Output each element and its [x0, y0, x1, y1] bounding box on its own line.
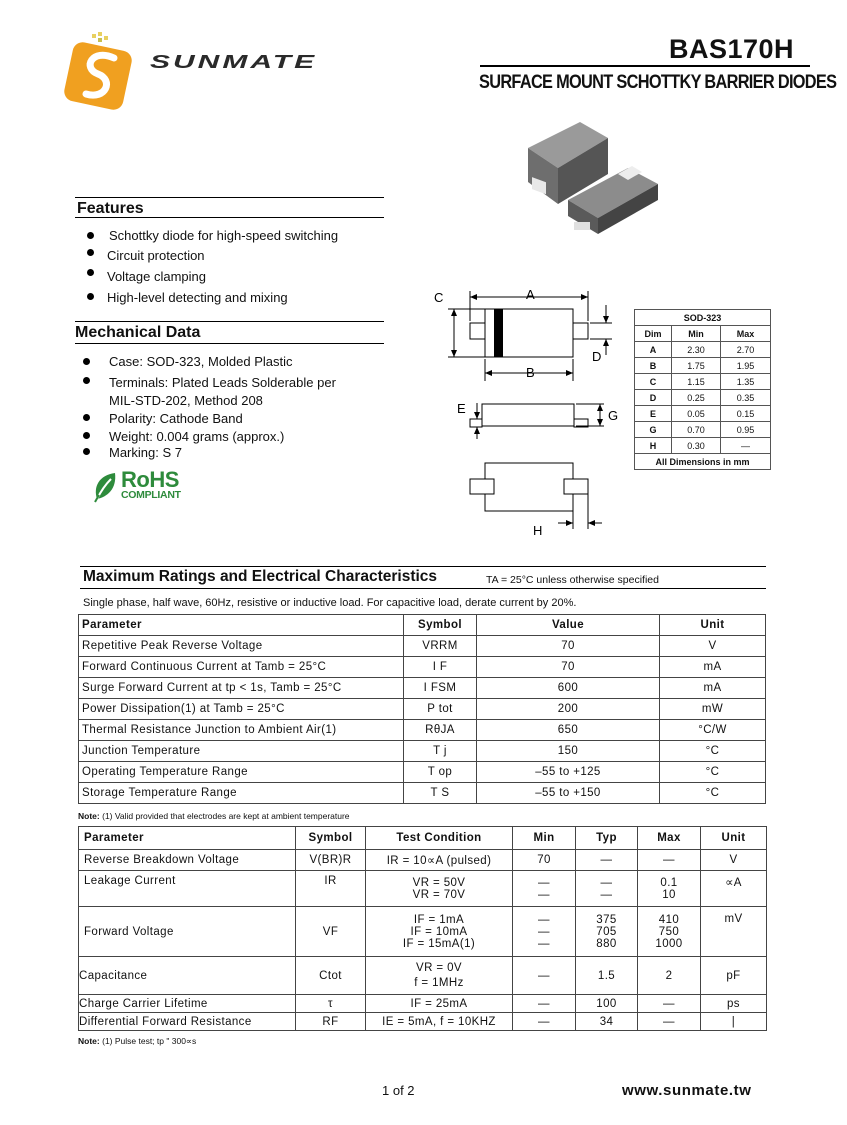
dim-header: Max	[721, 326, 771, 342]
subtitle: SURFACE MOUNT SCHOTTKY BARRIER DIODES	[479, 72, 837, 93]
typ-line: 705	[596, 925, 617, 938]
table-row	[635, 358, 771, 374]
ratings-note-line: Single phase, half wave, 60Hz, resistive or inductive load. For capacitive load, derate current by 20%.	[83, 597, 577, 609]
package-photo	[518, 118, 668, 240]
value-cell: 650	[477, 720, 660, 741]
label-c: C	[434, 290, 444, 305]
list-item: MIL-STD-202, Method 208	[109, 393, 263, 408]
list-item: Circuit protection	[107, 248, 205, 263]
max-cell: —	[638, 995, 701, 1013]
rohs-compliant: COMPLIANT	[121, 489, 181, 501]
electrical-table	[78, 826, 767, 1031]
col-header: Parameter	[79, 827, 296, 850]
unit-cell: °C	[660, 783, 766, 804]
value-cell: –55 to +150	[477, 783, 660, 804]
table-row	[79, 657, 766, 678]
features-list	[87, 229, 387, 309]
ratings-condition: TA = 25°C unless otherwise specified	[486, 574, 659, 586]
col-header: Symbol	[404, 615, 477, 636]
cond-line: VR = 70V	[412, 888, 466, 901]
min-cell: —	[513, 995, 576, 1013]
symbol-cell: I F	[404, 657, 477, 678]
mechanical-bottom-rule	[75, 343, 384, 344]
unit-cell: |	[701, 1013, 767, 1031]
param-cell: Surge Forward Current at tp < 1s, Tamb = 25°C	[79, 678, 404, 699]
list-item: Marking: S 7	[109, 445, 182, 460]
electrical-note	[78, 1036, 196, 1047]
symbol-cell: RF	[296, 1013, 366, 1031]
table-row	[635, 342, 771, 358]
param-cell: Leakage Current	[79, 871, 296, 907]
col-header: Min	[513, 827, 576, 850]
note-text: (1) Valid provided that electrodes are kept at ambient temperature	[102, 811, 350, 821]
unit-cell: °C	[660, 762, 766, 783]
symbol-cell: τ	[296, 995, 366, 1013]
table-row	[79, 995, 767, 1013]
label-d: D	[592, 349, 602, 364]
unit-cell: °C	[660, 741, 766, 762]
symbol-cell: T j	[404, 741, 477, 762]
dim-cell: C	[635, 374, 672, 390]
table-row	[79, 699, 766, 720]
dim-cell: 2.30	[672, 342, 721, 358]
label-b: B	[526, 365, 535, 380]
min-cell: 70	[513, 850, 576, 871]
note-label: Note:	[78, 811, 100, 821]
cond-line: VR = 0V	[416, 962, 462, 974]
condition-cell: IR = 10∝A (pulsed)	[366, 850, 513, 871]
cond-line: IF = 10mA	[410, 925, 468, 938]
dim-cell: 1.35	[721, 374, 771, 390]
max-line: 0.1	[660, 876, 678, 889]
param-cell: Junction Temperature	[79, 741, 404, 762]
dim-cell: B	[635, 358, 672, 374]
table-row	[79, 850, 767, 871]
dim-cell: D	[635, 390, 672, 406]
mechanical-top-rule	[75, 321, 384, 322]
label-h: H	[533, 523, 543, 538]
unit-cell: mW	[660, 699, 766, 720]
list-item: Voltage clamping	[107, 269, 207, 284]
symbol-cell: T S	[404, 783, 477, 804]
note-label: Note:	[78, 1036, 100, 1046]
table-row	[79, 783, 766, 804]
dim-cell: E	[635, 406, 672, 422]
typ-line: —	[600, 876, 613, 889]
min-line: —	[538, 925, 550, 938]
dim-cell: 0.30	[672, 438, 721, 454]
min-cell: —	[513, 1013, 576, 1031]
table-row	[79, 1013, 767, 1031]
list-item: Weight: 0.004 grams (approx.)	[109, 429, 285, 444]
param-cell: Forward Voltage	[79, 907, 296, 957]
value-cell: 70	[477, 636, 660, 657]
param-cell: Differential Forward Resistance	[79, 1013, 296, 1031]
dim-cell: 0.15	[721, 406, 771, 422]
table-row	[79, 720, 766, 741]
cond-line: IF = 15mA(1)	[402, 937, 476, 950]
max-cell	[638, 907, 701, 957]
typ-cell: —	[576, 850, 638, 871]
col-header: Parameter	[79, 615, 404, 636]
brand-logo	[62, 28, 142, 110]
dim-cell: 1.95	[721, 358, 771, 374]
features-bottom-rule	[75, 217, 384, 218]
symbol-cell: Ctot	[296, 957, 366, 995]
max-line: 750	[658, 925, 680, 938]
list-item: Case: SOD-323, Molded Plastic	[109, 354, 293, 369]
param-cell: Repetitive Peak Reverse Voltage	[79, 636, 404, 657]
mechanical-title: Mechanical Data	[75, 324, 201, 341]
list-item: Polarity: Cathode Band	[109, 411, 243, 426]
dim-header: Dim	[635, 326, 672, 342]
typ-cell	[576, 871, 638, 907]
symbol-cell: T op	[404, 762, 477, 783]
page-number: 1 of 2	[382, 1083, 415, 1098]
col-header: Value	[477, 615, 660, 636]
min-cell	[513, 907, 576, 957]
param-cell: Thermal Resistance Junction to Ambient Air(1)	[79, 720, 404, 741]
typ-cell: 100	[576, 995, 638, 1013]
typ-line: 880	[596, 937, 617, 950]
table-row	[79, 741, 766, 762]
dim-cell: G	[635, 422, 672, 438]
ratings-title: Maximum Ratings and Electrical Characteristics	[83, 568, 438, 585]
min-line: —	[538, 913, 550, 926]
typ-cell	[576, 907, 638, 957]
table-row	[635, 406, 771, 422]
max-cell	[638, 871, 701, 907]
cond-line: f = 1MHz	[414, 977, 464, 989]
label-g: G	[608, 408, 619, 423]
table-row	[79, 636, 766, 657]
max-cell: —	[638, 1013, 701, 1031]
typ-line: —	[600, 888, 613, 901]
ratings-bottom-rule	[80, 588, 766, 589]
max-cell: 2	[638, 957, 701, 995]
table-row	[635, 390, 771, 406]
col-header: Unit	[660, 615, 766, 636]
dim-cell: 2.70	[721, 342, 771, 358]
param-cell: Reverse Breakdown Voltage	[79, 850, 296, 871]
param-cell: Power Dissipation(1) at Tamb = 25°C	[79, 699, 404, 720]
dim-cell: 0.35	[721, 390, 771, 406]
features-title: Features	[77, 200, 144, 217]
max-cell: —	[638, 850, 701, 871]
rohs-badge	[93, 467, 203, 505]
param-cell: Operating Temperature Range	[79, 762, 404, 783]
col-header: Test Condition	[366, 827, 513, 850]
value-cell: 200	[477, 699, 660, 720]
brand-name: SUNMATE	[150, 52, 318, 73]
ratings-table	[78, 614, 766, 804]
note-text: (1) Pulse test; tp " 300∝s	[102, 1036, 197, 1046]
symbol-cell: VRRM	[404, 636, 477, 657]
condition-cell	[366, 871, 513, 907]
cond-line: VR = 50V	[412, 876, 466, 889]
dim-cell: 0.70	[672, 422, 721, 438]
value-cell: 600	[477, 678, 660, 699]
list-item: Schottky diode for high-speed switching	[109, 228, 339, 243]
typ-cell: 34	[576, 1013, 638, 1031]
col-header: Symbol	[296, 827, 366, 850]
unit-cell: V	[701, 850, 767, 871]
min-line: —	[538, 888, 550, 901]
col-header: Unit	[701, 827, 767, 850]
label-e: E	[457, 401, 466, 416]
dim-cell: 1.15	[672, 374, 721, 390]
website-link[interactable]: www.sunmate.tw	[622, 1082, 752, 1099]
rohs-text: RoHS	[121, 467, 179, 492]
unit-cell: mV	[701, 907, 767, 957]
symbol-cell: I FSM	[404, 678, 477, 699]
symbol-cell: V(BR)R	[296, 850, 366, 871]
ratings-note	[78, 811, 350, 821]
symbol-cell: VF	[296, 907, 366, 957]
dim-header: Min	[672, 326, 721, 342]
max-line: 410	[658, 913, 680, 926]
dimension-drawing	[430, 285, 630, 540]
table-row	[635, 422, 771, 438]
leaf-icon	[93, 471, 119, 503]
dim-table-footer: All Dimensions in mm	[635, 454, 771, 470]
condition-cell	[366, 957, 513, 995]
param-cell: Storage Temperature Range	[79, 783, 404, 804]
param-cell: Forward Continuous Current at Tamb = 25°C	[79, 657, 404, 678]
col-header: Max	[638, 827, 701, 850]
value-cell: 150	[477, 741, 660, 762]
dim-table-title: SOD-323	[635, 310, 771, 326]
dim-cell: 0.95	[721, 422, 771, 438]
min-cell	[513, 871, 576, 907]
list-item: High-level detecting and mixing	[107, 290, 288, 305]
dim-cell: A	[635, 342, 672, 358]
param-cell: Charge Carrier Lifetime	[79, 995, 296, 1013]
unit-cell: ps	[701, 995, 767, 1013]
max-line: 10	[662, 888, 676, 901]
features-top-rule	[75, 197, 384, 198]
value-cell: –55 to +125	[477, 762, 660, 783]
cond-line: IF = 1mA	[413, 913, 465, 926]
table-row	[79, 907, 767, 957]
label-a: A	[526, 287, 535, 302]
table-row	[635, 374, 771, 390]
unit-cell: ∝A	[701, 871, 767, 907]
col-header: Typ	[576, 827, 638, 850]
mechanical-list	[83, 355, 383, 465]
dim-cell: 0.25	[672, 390, 721, 406]
dim-cell: —	[721, 438, 771, 454]
unit-cell: mA	[660, 657, 766, 678]
condition-cell: IE = 5mA, f = 10KHZ	[366, 1013, 513, 1031]
symbol-cell: IR	[296, 871, 366, 907]
min-line: —	[538, 876, 550, 889]
table-row	[79, 762, 766, 783]
unit-cell: pF	[701, 957, 767, 995]
dim-cell: 0.05	[672, 406, 721, 422]
value-cell: 70	[477, 657, 660, 678]
symbol-cell: P tot	[404, 699, 477, 720]
max-line: 1000	[655, 937, 683, 950]
ratings-top-rule	[80, 566, 766, 567]
logo-icon	[62, 28, 142, 110]
unit-cell: V	[660, 636, 766, 657]
table-row	[79, 678, 766, 699]
unit-cell: mA	[660, 678, 766, 699]
header-rule	[480, 65, 810, 67]
table-row	[79, 871, 767, 907]
unit-cell: °C/W	[660, 720, 766, 741]
param-cell: Capacitance	[79, 957, 296, 995]
table-row	[635, 438, 771, 454]
min-line: —	[538, 937, 550, 950]
dim-cell: H	[635, 438, 672, 454]
condition-cell	[366, 907, 513, 957]
symbol-cell: RθJA	[404, 720, 477, 741]
condition-cell: IF = 25mA	[366, 995, 513, 1013]
dim-cell: 1.75	[672, 358, 721, 374]
part-number: BAS170H	[669, 34, 795, 64]
list-item: Terminals: Plated Leads Solderable per	[109, 375, 336, 390]
min-cell: —	[513, 957, 576, 995]
typ-cell: 1.5	[576, 957, 638, 995]
table-row	[79, 957, 767, 995]
dimension-table	[634, 309, 771, 470]
typ-line: 375	[596, 913, 617, 926]
